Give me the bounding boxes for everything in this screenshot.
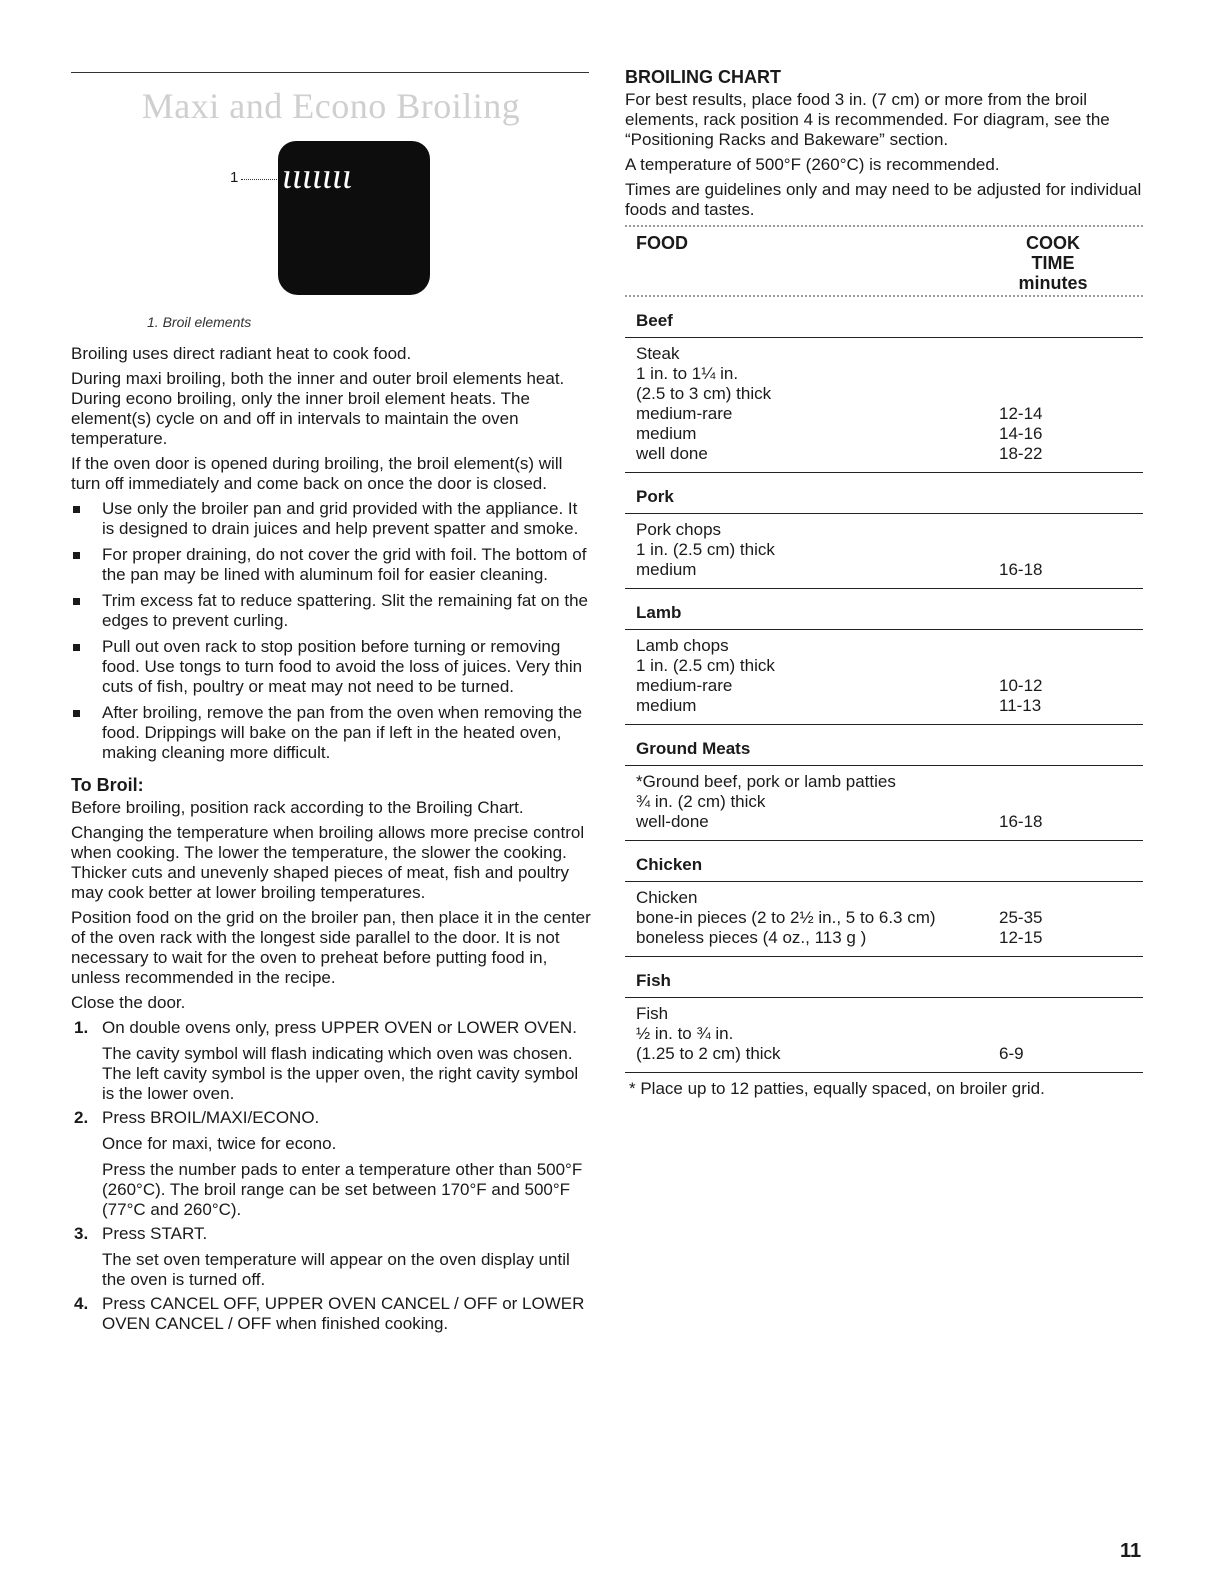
food-line bbox=[636, 676, 1143, 696]
category-heading: Lamb bbox=[636, 603, 682, 622]
food-line bbox=[636, 364, 1143, 384]
list-item bbox=[71, 545, 591, 585]
food-description: (2.5 to 3 cm) thick bbox=[636, 384, 772, 403]
food-line bbox=[636, 636, 1143, 656]
paragraph: For best results, place food 3 in. (7 cm) or more from the broil elements, rack position 4 is recommended. For diagram, see the “Positioning Racks and Bakeware” section. bbox=[625, 90, 1110, 149]
left-column bbox=[71, 72, 591, 1338]
cook-time: 10-12 bbox=[999, 676, 1043, 695]
food-line bbox=[636, 1044, 1143, 1064]
intro-text bbox=[71, 344, 591, 494]
food-line bbox=[636, 888, 1143, 908]
paragraph: Before broiling, position rack according to the Broiling Chart. bbox=[71, 798, 524, 817]
food-description: 1 in. (2.5 cm) thick bbox=[636, 540, 775, 559]
food-line bbox=[636, 384, 1143, 404]
food-line bbox=[636, 656, 1143, 676]
cook-time: 6-9 bbox=[999, 1044, 1024, 1063]
food-line bbox=[636, 928, 1143, 948]
category-heading: Fish bbox=[636, 971, 671, 990]
food-description: Pork chops bbox=[636, 520, 722, 539]
table-row bbox=[625, 514, 1143, 588]
category-heading: Chicken bbox=[636, 855, 703, 874]
food-line bbox=[636, 1024, 1143, 1044]
to-broil-heading: To Broil: bbox=[71, 775, 144, 795]
food-line bbox=[636, 540, 1143, 560]
list-item-text: Trim excess fat to reduce spattering. Slit the remaining fat on the edges to prevent curling. bbox=[102, 591, 588, 630]
paragraph: Broiling uses direct radiant heat to cook food. bbox=[71, 344, 412, 363]
list-item bbox=[71, 499, 591, 539]
oven-cavity-image bbox=[278, 141, 430, 295]
cook-time: 16-18 bbox=[999, 560, 1043, 579]
row-rule bbox=[625, 1072, 1143, 1073]
food-description: *Ground beef, pork or lamb patties bbox=[636, 772, 896, 791]
food-description: medium-rare bbox=[636, 404, 733, 423]
bullet-square-icon bbox=[73, 552, 80, 559]
food-line bbox=[636, 404, 1143, 424]
step-number: 3. bbox=[74, 1224, 89, 1243]
list-item bbox=[71, 591, 591, 631]
bullet-square-icon bbox=[73, 644, 80, 651]
list-item-text: Pull out oven rack to stop position before turning or removing food. Use tongs to turn food to avoid the loss of juices. Very thin cuts of fish, poultry or meat may not need to be turned. bbox=[102, 637, 583, 696]
table-header bbox=[625, 227, 1143, 293]
food-description: Lamb chops bbox=[636, 636, 729, 655]
table-row bbox=[625, 338, 1143, 472]
step-text: Press BROIL/MAXI/ECONO. bbox=[102, 1108, 320, 1127]
food-line bbox=[636, 424, 1143, 444]
food-description: 1 in. (2.5 cm) thick bbox=[636, 656, 775, 675]
paragraph: Close the door. bbox=[71, 993, 186, 1012]
list-item-text: For proper draining, do not cover the grid with foil. The bottom of the pan may be lined with aluminum foil for easier cleaning. bbox=[102, 545, 587, 584]
food-description: ¾ in. (2 cm) thick bbox=[636, 792, 766, 811]
list-item-text: Use only the broiler pan and grid provided with the appliance. It is designed to drain juices and help prevent spatter and smoke. bbox=[102, 499, 579, 538]
broil-elements-icon: ɩɩɩɩɩɩɩ bbox=[282, 156, 353, 196]
step-text: Press CANCEL OFF, UPPER OVEN CANCEL / OFF or LOWER OVEN CANCEL / OFF when finished cooking. bbox=[102, 1294, 585, 1333]
paragraph: Position food on the grid on the broiler pan, then place it in the center of the oven rack with the longest side parallel to the door. It is not necessary to wait for the oven to preheat before putting food in, unless recommended in the recipe. bbox=[71, 908, 591, 987]
paragraph: If the oven door is opened during broiling, the broil element(s) will turn off immediately and come back on once the door is closed. bbox=[71, 454, 563, 493]
step-number: 2. bbox=[74, 1108, 89, 1127]
step-detail: Press the number pads to enter a temperature other than 500°F (260°C). The broil range can be set between 170°F and 500°F (77°C and 260°C). bbox=[102, 1160, 583, 1219]
broil-illustration bbox=[71, 141, 591, 316]
broiling-chart-title: BROILING CHART bbox=[625, 67, 781, 87]
section-rule bbox=[71, 72, 589, 73]
food-line bbox=[636, 908, 1143, 928]
table-row bbox=[625, 766, 1143, 840]
list-item-text: After broiling, remove the pan from the oven when removing the food. Drippings will bake on the pan if left in the heated oven, making cleaning more difficult. bbox=[102, 703, 583, 762]
column-header-cook-time bbox=[1013, 233, 1093, 293]
right-column bbox=[625, 67, 1143, 1099]
food-description: well-done bbox=[636, 812, 709, 831]
cook-time: 16-18 bbox=[999, 812, 1043, 831]
step-item bbox=[71, 1108, 591, 1220]
section-title: Maxi and Econo Broiling bbox=[141, 86, 521, 126]
table-row bbox=[625, 630, 1143, 724]
cook-time: 14-16 bbox=[999, 424, 1043, 443]
step-number: 1. bbox=[74, 1018, 89, 1037]
cook-time: 25-35 bbox=[999, 908, 1043, 927]
food-line bbox=[636, 1004, 1143, 1024]
bullet-square-icon bbox=[73, 598, 80, 605]
figure-caption: 1. Broil elements bbox=[147, 314, 252, 330]
header-line: COOK bbox=[1026, 233, 1080, 253]
table-footnote: * Place up to 12 patties, equally spaced, on broiler grid. bbox=[629, 1079, 1045, 1098]
food-description: well done bbox=[636, 444, 708, 463]
food-description: medium-rare bbox=[636, 676, 733, 695]
food-description: bone-in pieces (2 to 2½ in., 5 to 6.3 cm) bbox=[636, 908, 936, 927]
food-line bbox=[636, 560, 1143, 580]
header-line: TIME bbox=[1031, 253, 1075, 273]
list-item bbox=[71, 703, 591, 763]
step-item bbox=[71, 1018, 591, 1104]
column-header-food: FOOD bbox=[636, 233, 688, 253]
cook-time: 18-22 bbox=[999, 444, 1043, 463]
food-line bbox=[636, 696, 1143, 716]
table-row bbox=[625, 998, 1143, 1072]
food-line bbox=[636, 792, 1143, 812]
food-description: medium bbox=[636, 560, 697, 579]
cook-time: 11-13 bbox=[999, 696, 1042, 715]
step-detail: The cavity symbol will flash indicating which oven was chosen. The left cavity symbol is the upper oven, the right cavity symbol is the lower oven. bbox=[102, 1044, 579, 1103]
food-line bbox=[636, 812, 1143, 832]
food-description: boneless pieces (4 oz., 113 g ) bbox=[636, 928, 867, 947]
paragraph: During maxi broiling, both the inner and outer broil elements heat. During econo broiling, only the inner broil element heats. The element(s) cycle on and off in intervals to maintain the oven temperature. bbox=[71, 369, 565, 448]
paragraph: Times are guidelines only and may need to be adjusted for individual foods and tastes. bbox=[625, 180, 1142, 219]
cook-time: 12-14 bbox=[999, 404, 1043, 423]
tips-list bbox=[71, 499, 591, 763]
steps-list bbox=[71, 1018, 591, 1334]
category-heading: Pork bbox=[636, 487, 674, 506]
paragraph: A temperature of 500°F (260°C) is recommended. bbox=[625, 155, 1000, 174]
food-description: 1 in. to 1¼ in. bbox=[636, 364, 739, 383]
food-description: ½ in. to ¾ in. bbox=[636, 1024, 734, 1043]
broiling-table bbox=[625, 297, 1143, 1073]
food-description: Steak bbox=[636, 344, 680, 363]
bullet-square-icon bbox=[73, 506, 80, 513]
step-text: Press START. bbox=[102, 1224, 208, 1243]
category-heading: Beef bbox=[636, 311, 673, 330]
step-item bbox=[71, 1224, 591, 1290]
step-detail: The set oven temperature will appear on the oven display until the oven is turned off. bbox=[102, 1250, 570, 1289]
step-number: 4. bbox=[74, 1294, 89, 1313]
step-detail: Once for maxi, twice for econo. bbox=[102, 1134, 337, 1153]
list-item bbox=[71, 637, 591, 697]
food-description: medium bbox=[636, 696, 697, 715]
paragraph: Changing the temperature when broiling allows more precise control when cooking. The lower the temperature, the slower the cooking. Thicker cuts and unevenly shaped pieces of meat, fish and poultry may cook better at lower broiling temperatures. bbox=[71, 823, 585, 902]
food-description: Fish bbox=[636, 1004, 669, 1023]
food-description: (1.25 to 2 cm) thick bbox=[636, 1044, 781, 1063]
food-line bbox=[636, 772, 1143, 792]
category-heading: Ground Meats bbox=[636, 739, 751, 758]
page-number: 11 bbox=[1120, 1540, 1142, 1562]
food-description: medium bbox=[636, 424, 697, 443]
food-description: Chicken bbox=[636, 888, 698, 907]
callout-leader-line bbox=[241, 179, 281, 180]
food-line bbox=[636, 344, 1143, 364]
callout-number: 1 bbox=[230, 169, 239, 186]
step-text: On double ovens only, press UPPER OVEN or LOWER OVEN. bbox=[102, 1018, 577, 1037]
step-item bbox=[71, 1294, 591, 1334]
bullet-square-icon bbox=[73, 710, 80, 717]
food-line bbox=[636, 520, 1143, 540]
cook-time: 12-15 bbox=[999, 928, 1043, 947]
table-row bbox=[625, 882, 1143, 956]
food-line bbox=[636, 444, 1143, 464]
header-line: minutes bbox=[1018, 273, 1088, 293]
